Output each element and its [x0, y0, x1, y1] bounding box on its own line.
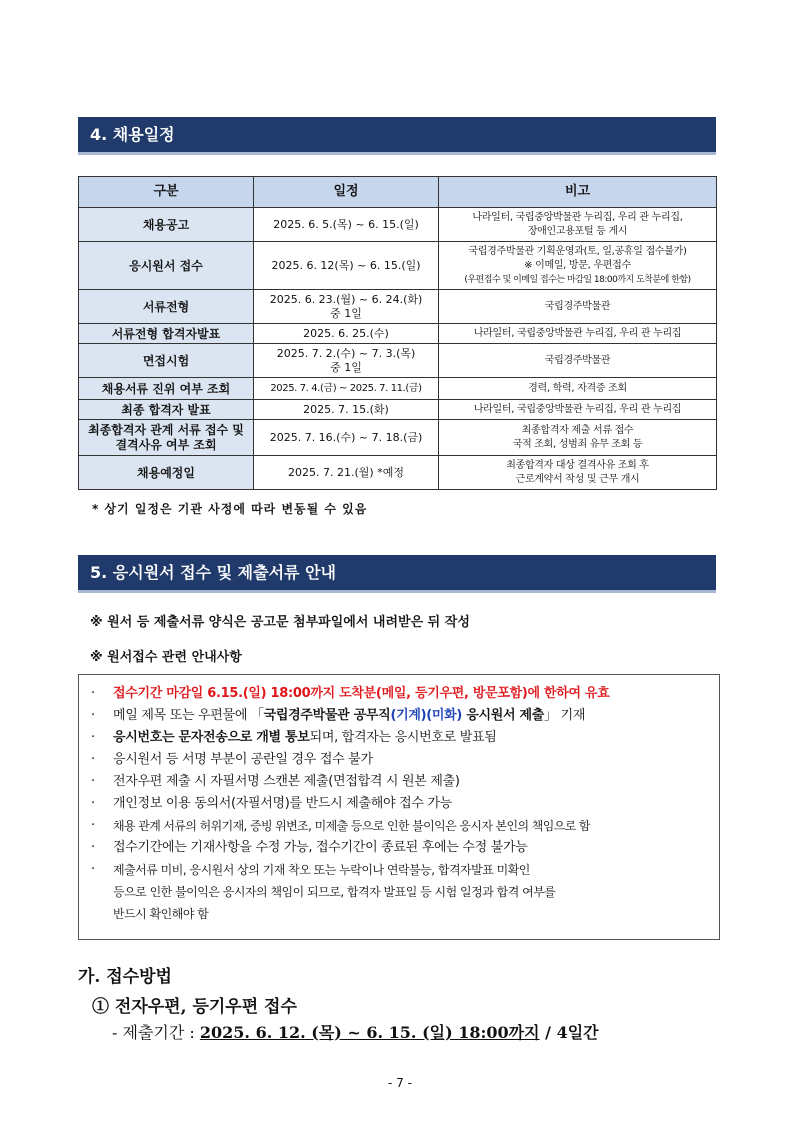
bullet-marker: ·: [91, 862, 95, 877]
schedule-table: [78, 176, 717, 490]
list-item: · 응시원서 등 서명 부분이 공란일 경우 접수 불가: [89, 749, 709, 771]
list-item: · 응시번호는 문자전송으로 개별 통보되며, 합격자는 응시번호로 발표됨: [89, 727, 709, 749]
row-name: 응시원서 접수: [79, 242, 254, 290]
table-row: [79, 400, 717, 420]
row-date: 2025. 6. 23.(월) ~ 6. 24.(화) 중 1일: [254, 290, 439, 324]
table-row: [79, 420, 717, 456]
section-4-title: 4. 채용일정: [90, 125, 175, 144]
application-notice-box: [78, 674, 720, 940]
row-note: 최종합격자 대상 결격사유 조회 후 근로계약서 작성 및 근무 개시: [439, 456, 717, 490]
period-label: - 제출기간 :: [112, 1023, 200, 1042]
bullet-marker: ·: [91, 686, 95, 701]
table-row: [79, 344, 717, 378]
list-item: · 개인정보 이용 동의서(자필서명)를 반드시 제출해야 접수 가능: [89, 793, 709, 815]
row-date: 2025. 7. 16.(수) ~ 7. 18.(금): [254, 420, 439, 456]
section-4-header: [78, 117, 716, 155]
row-date: 2025. 6. 12(목) ~ 6. 15.(일): [254, 242, 439, 290]
list-item: · 접수기간에는 기재사항을 수정 가능, 접수기간이 종료된 후에는 수정 불가능: [89, 837, 709, 859]
bullet-marker: ·: [91, 752, 95, 767]
table-header-row: [79, 177, 717, 208]
bullet-marker: ·: [91, 840, 95, 855]
submission-period: [112, 1020, 599, 1043]
row-note: 최종합격자 제출 서류 접수 국적 조회, 성범죄 유무 조회 등: [439, 420, 717, 456]
row-date: 2025. 7. 15.(화): [254, 400, 439, 420]
header-schedule: 일정: [254, 177, 439, 208]
list-item: · 전자우편 제출 시 자필서명 스캔본 제출(면접합격 시 원본 제출): [89, 771, 709, 793]
row-note: 국립경주박물관: [439, 290, 717, 324]
table-row: [79, 324, 717, 344]
period-value: 2025. 6. 12. (목) ~ 6. 15. (일) 18:00까지: [199, 1023, 540, 1042]
row-note: 나라일터, 국립중앙박물관 누리집, 우리 관 누리집: [439, 324, 717, 344]
table-row: [79, 208, 717, 242]
row-name: 채용서류 진위 여부 조회: [79, 378, 254, 400]
row-name: 서류전형: [79, 290, 254, 324]
notice-form-download: ※ 원서 등 제출서류 양식은 공고문 첨부파일에서 내려받은 뒤 작성: [90, 615, 470, 630]
row-date: 2025. 7. 4.(금) ~ 2025. 7. 11.(금): [254, 378, 439, 400]
page-number: - 7 -: [388, 1076, 412, 1090]
row-date: 2025. 6. 25.(수): [254, 324, 439, 344]
row-name: 면접시험: [79, 344, 254, 378]
table-row: [79, 242, 717, 290]
row-date: 2025. 7. 2.(수) ~ 7. 3.(목) 중 1일: [254, 344, 439, 378]
table-row: [79, 290, 717, 324]
header-category: 구분: [79, 177, 254, 208]
list-item: · 채용 관계 서류의 허위기재, 증빙 위변조, 미제출 등으로 인한 불이익은 응시자 본인의 책임으로 함: [89, 815, 709, 837]
row-name: 채용공고: [79, 208, 254, 242]
list-item: · 메일 제목 또는 우편물에 「국립경주박물관 공무직(기계)(미화) 응시원서 제출」 기재: [89, 705, 709, 727]
list-item: · 접수기간 마감일 6.15.(일) 18:00까지 도착분(메일, 등기우편, 방문포함)에 한하여 유효: [89, 683, 709, 705]
bullet-marker: ·: [91, 730, 95, 745]
header-remarks: 비고: [439, 177, 717, 208]
row-date: 2025. 6. 5.(목) ~ 6. 15.(일): [254, 208, 439, 242]
section-5-header: [78, 555, 716, 593]
row-name: 최종합격자 관계 서류 접수 및 결격사유 여부 조회: [79, 420, 254, 456]
method-item-1: ① 전자우편, 등기우편 접수: [92, 997, 297, 1017]
row-date: 2025. 7. 21.(월) *예정: [254, 456, 439, 490]
row-note: 국립경주박물관 기획운영과(토, 일,공휴일 접수불가) ※ 이메일, 방문, 우편접수 (우편접수 및 이메일 접수는 마감일 18:00까지 도착분에 한함): [439, 242, 717, 290]
period-tail: / 4일간: [539, 1023, 599, 1042]
table-row: [79, 378, 717, 400]
section-5-title: 5. 응시원서 접수 및 제출서류 안내: [90, 563, 336, 582]
bullet-marker: ·: [91, 708, 95, 723]
bullet-marker: ·: [91, 818, 95, 833]
schedule-footnote: * 상기 일정은 기관 사정에 따라 변동될 수 있음: [92, 502, 368, 516]
notice-application-guide: ※ 원서접수 관련 안내사항: [90, 650, 242, 665]
row-note: 나라일터, 국립중앙박물관 누리집, 우리 관 누리집, 장애인고용포털 등 게시: [439, 208, 717, 242]
row-note: 국립경주박물관: [439, 344, 717, 378]
row-name: 서류전형 합격자발표: [79, 324, 254, 344]
row-name: 최종 합격자 발표: [79, 400, 254, 420]
bullet-marker: ·: [91, 796, 95, 811]
methods-heading: 가. 접수방법: [78, 967, 172, 987]
row-name: 채용예정일: [79, 456, 254, 490]
list-item: · 제출서류 미비, 응시원서 상의 기재 착오 또는 누락이나 연락불능, 합격자발표 미확인 등으로 인한 불이익은 응시자의 책임이 되므로, 합격자 발표일 등 시험 일정과 합격 여부를 반드시 확인해야 함: [89, 859, 709, 925]
bullet-marker: ·: [91, 774, 95, 789]
row-note: 경력, 학력, 자격증 조회: [439, 378, 717, 400]
row-note: 나라일터, 국립중앙박물관 누리집, 우리 관 누리집: [439, 400, 717, 420]
table-row: [79, 456, 717, 490]
